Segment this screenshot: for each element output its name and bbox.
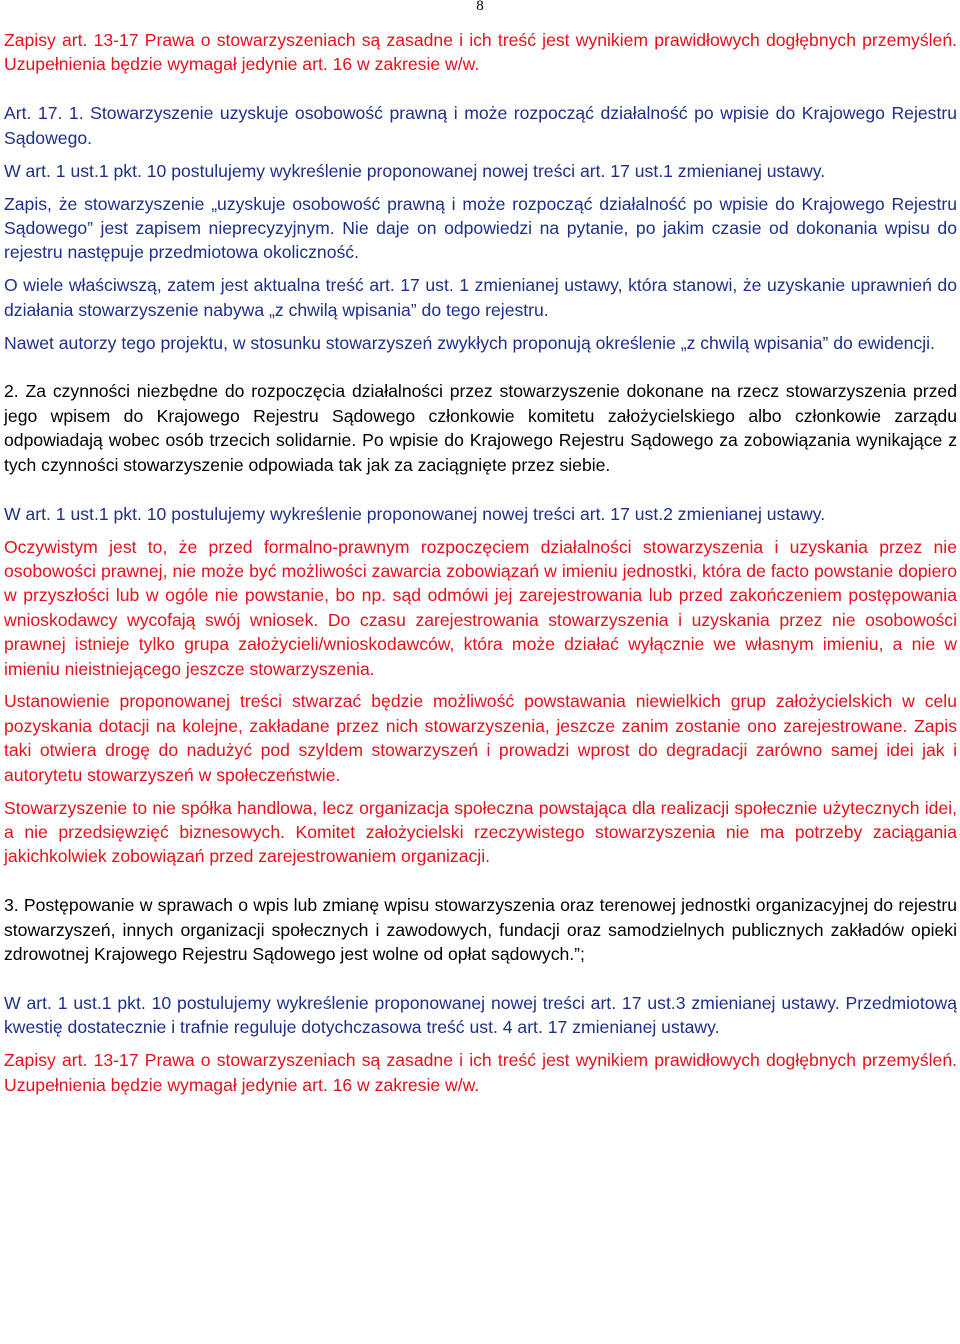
- page-number: 8: [476, 0, 484, 14]
- paragraph-art-17-3: 3. Postępowanie w sprawach o wpis lub zmianę wpisu stowarzyszenia oraz terenowej jednostki organizacyjnej do rejestru stowarzyszeń, innych organizacji społecznych i zawodowych, fundacji oraz samodzielnych publicznych zakładów opieki zdrowotnej Krajowego Rejestru Sądowego jest wolne od opłat sądowych.”;: [4, 895, 957, 965]
- paragraph-zapis-nieprecyzyjny: Zapis, że stowarzyszenie „uzyskuje osobowość prawną i może rozpocząć działalność po wpisie do Krajowego Rejestru Sądowego” jest zapisem nieprecyzyjnym. Nie daje on odpowiedzi na pytanie, po jakim czasie od dokonania wpisu do rejestru następuje przedmiotowa okoliczność.: [4, 193, 957, 263]
- paragraph-postulate-ust1: W art. 1 ust.1 pkt. 10 postulujemy wykreślenie proponowanej nowej treści art. 17 ust.1 zmienianej ustawy.: [4, 160, 826, 181]
- spacer: [4, 322, 957, 331]
- paragraph-nawet-autorzy: Nawet autorzy tego projektu, w stosunku stowarzyszeń zwykłych proponują określenie „z chwilą wpisania” do ewidencji.: [4, 332, 935, 353]
- spacer: [4, 355, 957, 380]
- spacer: [4, 150, 957, 159]
- paragraph-postulate-ust3: W art. 1 ust.1 pkt. 10 postulujemy wykreślenie proponowanej nowej treści art. 17 ust.3 zmienianej ustawy. Przedmiotową kwestię dostatecznie i trafnie reguluje dotychczasowa treść ust. 4 art. 17 zmienianej ustawy.: [4, 993, 957, 1038]
- spacer: [4, 787, 957, 796]
- spacer: [4, 265, 957, 274]
- paragraph-ustanowienie: Ustanowienie proponowanej treści stwarzać będzie możliwość powstawania niewielkich grup założycielskich w celu pozyskania dotacji na kolejne, zakładane przez nich stowarzyszenia, jeszcze zanim zostanie ono zarejestrowane. Zapis taki otwiera drogę do nadużyć pod szyldem stowarzyszeń i prowadzi wprost do degradacji zarówno samej idei jak i autorytetu stowarzyszeń w społeczeństwie.: [4, 691, 957, 785]
- paragraph-zapisy-art-13-17: Zapisy art. 13-17 Prawa o stowarzyszeniach są zasadne i ich treść jest wynikiem prawidłowych dogłębnych przemyśleń. Uzupełnienia będzie wymagał jedynie art. 16 w zakresie w/w.: [4, 30, 957, 75]
- paragraph-zapisy-art-13-17-repeat: Zapisy art. 13-17 Prawa o stowarzyszeniach są zasadne i ich treść jest wynikiem prawidłowych dogłębnych przemyśleń. Uzupełnienia będzie wymagał jedynie art. 16 w zakresie w/w.: [4, 1050, 957, 1095]
- paragraph-art-17-1: Art. 17. 1. Stowarzyszenie uzyskuje osobowość prawną i może rozpocząć działalność po wpisie do Krajowego Rejestru Sądowego.: [4, 103, 957, 148]
- spacer: [4, 526, 957, 535]
- spacer: [4, 681, 957, 690]
- paragraph-art-17-2: 2. Za czynności niezbędne do rozpoczęcia działalności przez stowarzyszenie dokonane na rzecz stowarzyszenia przed jego wpisem do Krajowego Rejestru Sądowego członkowie komitetu założycielskiego albo członkowie zarządu odpowiadają wobec osób trzecich solidarnie. Po wpisie do Krajowego Rejestru Sądowego za zobowiązania wynikające z tych czynności stowarzyszenie odpowiada tak jak za zaciągnięte przez siebie.: [4, 381, 957, 475]
- spacer: [4, 477, 957, 502]
- spacer: [4, 869, 957, 894]
- spacer: [4, 967, 957, 992]
- paragraph-stowarzyszenie-to-nie-spolka: Stowarzyszenie to nie spółka handlowa, lecz organizacja społeczna powstająca dla realizacji społecznie użytecznych idei, a nie przedsięwzięć biznesowych. Komitet założycielski rzeczywistego stowarzyszenia nie ma potrzeby zaciągania jakichkolwiek zobowiązań przed zarejestrowaniem organizacji.: [4, 797, 957, 867]
- spacer: [4, 183, 957, 192]
- spacer: [4, 77, 957, 102]
- paragraph-o-wiele-wlasciwsza: O wiele właściwszą, zatem jest aktualna treść art. 17 ust. 1 zmienianej ustawy, która stanowi, że uzyskanie uprawnień do działania stowarzyszenie nabywa „z chwilą wpisania” do tego rejestru.: [4, 275, 957, 320]
- paragraph-postulate-ust2: W art. 1 ust.1 pkt. 10 postulujemy wykreślenie proponowanej nowej treści art. 17 ust.2 zmienianej ustawy.: [4, 503, 826, 524]
- spacer: [4, 1040, 957, 1049]
- document-body: [4, 28, 957, 1097]
- paragraph-oczywistym-jest: Oczywistym jest to, że przed formalno-prawnym rozpoczęciem działalności stowarzyszenia i uzyskania przez nie osobowości prawnej, nie może być możliwości zawarcia zobowiązań w imieniu jednostki, która de facto powstanie dopiero w przyszłości lub w ogóle nie powstanie, bo np. sąd odmówi jej zarejestrowania lub przed zakończeniem postępowania wnioskodawcy wycofają swój wniosek. Do czasu zarejestrowania stowarzyszenia i uzyskania przez nie osobowości prawnej istnieje tylko grupa założycieli/wnioskodawców, która może działać wyłącznie we własnym imieniu, a nie w imieniu nieistniejącego jeszcze stowarzyszenia.: [4, 536, 957, 679]
